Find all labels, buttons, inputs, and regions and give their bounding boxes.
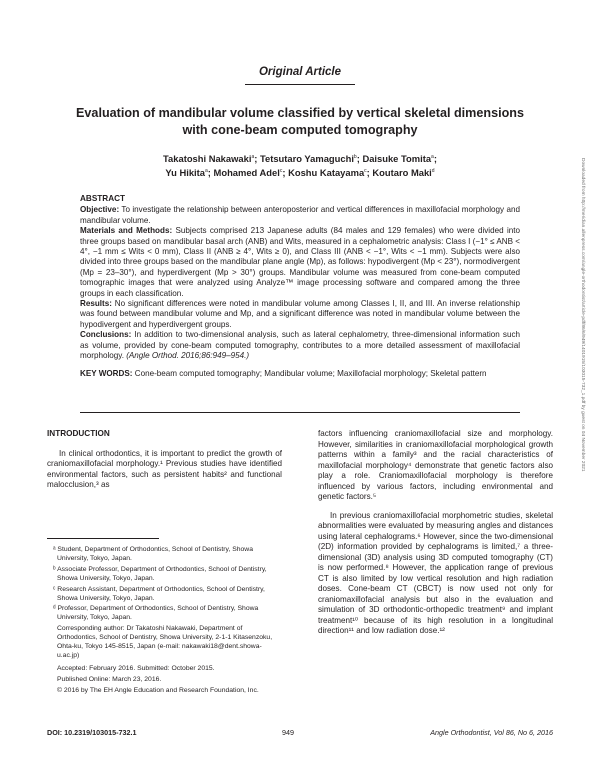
author-name: Daisuke Tomita	[362, 153, 432, 165]
author-affiliation-mark: a	[205, 168, 208, 175]
author	[214, 167, 289, 178]
abstract-conclusions	[80, 330, 520, 361]
abstract-results	[80, 299, 520, 330]
abstract-methods	[80, 226, 520, 299]
author	[362, 153, 437, 164]
author-name: Tetsutaro Yamaguchi	[259, 153, 354, 165]
author-name: Mohamed Adel	[213, 167, 280, 179]
author-list	[40, 151, 560, 179]
abstract	[80, 194, 520, 379]
footnote-b: ᵇ Associate Professor, Department of Orthodontics, School of Dentistry, Showa University, Tokyo, Japan.	[53, 565, 267, 582]
author-affiliation-mark: c	[279, 168, 283, 175]
abstract-divider	[80, 412, 520, 413]
author-affiliation-mark: a	[431, 154, 434, 160]
introduction-heading: INTRODUCTION	[47, 429, 110, 438]
footnotes	[47, 546, 282, 698]
watermark-text: Downloaded from http://meridian.allenpress.com/angle-orthodontist/article-pdf/86/6/949/1401915/103015-732_1.pdf by guest on 04 November 2021	[580, 158, 585, 472]
copyright: © 2016 by The EH Angle Education and Research Foundation, Inc.	[57, 686, 259, 694]
objective-text: To investigate the relationship between anteroposterior and vertical differences in maxillofacial morphology and mandibular volume.	[80, 205, 520, 225]
corresponding-author: Corresponding author: Dr Takatoshi Nakawaki, Department of Orthodontics, School of Dentistry, Showa University, 2-1-1 Kitasenzoku, Ohta-ku, Tokyo 145-8515, Japan (e-mail: nakawaki18@dent.showa-u.ac.jp)	[57, 625, 273, 659]
author-separator: ;	[356, 153, 363, 165]
abstract-citation: (Angle Orthod. 2016;86:949–954.)	[126, 351, 250, 361]
journal-reference: Angle Orthodontist, Vol 86, No 6, 2016	[430, 728, 553, 737]
author	[288, 167, 372, 178]
introduction-paragraph-1-continued: factors influencing craniomaxillofacial size and morphology. However, similarities in craniomaxillofacial morphological growth patterns within a family³ and the racial characteristics of maxillofacial morphology⁴ demonstrate that genetic factors also play a role. Craniomaxillofacial morphology is therefore influenced by various factors, including environmental and genetic factors.⁵	[318, 429, 553, 501]
author	[372, 167, 434, 178]
title-line-2: with cone-beam computed tomography	[182, 123, 418, 137]
author-affiliation-mark: d	[431, 168, 435, 175]
author-separator: ;	[433, 153, 437, 165]
right-column	[318, 429, 553, 637]
results-label: Results:	[80, 299, 112, 309]
article-title	[40, 105, 560, 139]
footnote-d: ᵈ Professor, Department of Orthodontics, School of Dentistry, Showa University, Tokyo, Japan.	[53, 605, 259, 622]
footnote-a: ᵃ Student, Department of Orthodontics, School of Dentistry, Showa University, Tokyo, Japan.	[53, 546, 253, 562]
methods-text: Subjects comprised 213 Japanese adults (84 males and 129 females) who were divided into three groups based on mandibular basal arch (ANB) and Wits, measured in a cephalometric analysis: Class I (−1° ≤ ANB < 4°, −1 mm ≤ Wits < 0 mm), Class II (ANB ≥ 4°, Wits ≥ 0), and Class III (ANB < −1°, Wits < −1 mm). Subjects were also divided into three groups based on the mandibular plane angle (Mp), as follows: hypodivergent (Mp < 23°), normodivergent (Mp = 23–30°), and hyperdivergent (Mp > 30°) groups. Mandibular volume was measured from cone-beam computed tomographic images that were analyzed using Analyze™ image processing software and compared among the three groups in each classification.	[80, 226, 520, 298]
author-name: Koshu Katayama	[288, 167, 365, 179]
conclusions-text: In addition to two-dimensional analysis, such as lateral cephalometry, three-dimensional information such as volume, provided by cone-beam computed tomography, contributes to a more detailed assessment of maxillofacial morphology.	[80, 330, 521, 361]
author-name: Koutaro Maki	[372, 167, 432, 179]
methods-label: Materials and Methods:	[80, 226, 173, 236]
author-name: Takatoshi Nakawaki	[163, 153, 252, 165]
author-separator: ;	[254, 153, 260, 165]
conclusions-label: Conclusions:	[80, 330, 132, 340]
keywords-text: Cone-beam computed tomography; Mandibular volume; Maxillofacial morphology; Skeletal pattern	[134, 368, 487, 378]
published-online: Published Online: March 23, 2016.	[57, 675, 162, 683]
author	[260, 153, 362, 164]
keywords	[80, 369, 520, 379]
doi[interactable]: DOI: 10.2319/103015-732.1	[47, 728, 137, 737]
author	[163, 153, 260, 164]
left-column	[47, 429, 282, 491]
author	[165, 167, 213, 178]
abstract-heading: ABSTRACT	[80, 194, 126, 203]
introduction-paragraph-1: In clinical orthodontics, it is important to predict the growth of craniomaxillofacial morphology.¹ Previous studies have identified environmental factors, such as persistent habits² and functional malocclusion,³ as	[47, 448, 282, 489]
author-separator: ;	[366, 167, 373, 179]
results-text: No significant differences were noted in mandibular volume among Classes I, II, and III. An inverse relationship was found between mandibular volume and Mp, and a significant difference was noted in mandibular volume between the hypodivergent and hyperdivergent groups.	[80, 299, 521, 329]
introduction-paragraph-2: In previous craniomaxillofacial morphometric studies, skeletal abnormalities were evaluated by measuring angles and distances using lateral cephalograms.⁶ However, since the two-dimensional (2D) information provided by cephalograms is limited,⁷ a three-dimensional (3D) analysis using 3D computed tomography (CT) is now performed.⁸ However, the application range of previous CT is also limited by low vertical resolution and high radiation doses. Cone-beam CT (CBCT) is now used not only for craniomaxillofacial analysis but also in the evaluation and simulation of 3D orthodontic-orthopedic treatment⁹ and implant treatment¹⁰ because of its high resolution in a longitudinal direction¹¹ and low radiation dose.¹²	[318, 510, 553, 635]
author-separator: ;	[207, 167, 214, 179]
article-type-underline	[245, 84, 355, 85]
author-separator: ;	[282, 167, 289, 179]
submission-dates: Accepted: February 2016. Submitted: October 2015.	[57, 664, 215, 672]
footnote-divider	[47, 538, 159, 539]
abstract-objective	[80, 205, 520, 226]
download-watermark	[581, 158, 589, 568]
page-number: 949	[282, 728, 294, 737]
author-affiliation-mark: a	[251, 154, 255, 160]
keywords-label: KEY WORDS:	[80, 368, 133, 378]
author-affiliation-mark: b	[353, 154, 357, 160]
title-line-1: Evaluation of mandibular volume classified by vertical skeletal dimensions	[76, 106, 524, 120]
footnote-c: ᶜ Research Assistant, Department of Orthodontics, School of Dentistry, Showa University, Tokyo, Japan.	[53, 585, 265, 602]
article-type: Original Article	[258, 66, 341, 78]
page-footer	[47, 728, 553, 738]
author-affiliation-mark: c	[364, 168, 367, 175]
author-name: Yu Hikita	[165, 167, 206, 179]
objective-label: Objective:	[80, 205, 120, 215]
